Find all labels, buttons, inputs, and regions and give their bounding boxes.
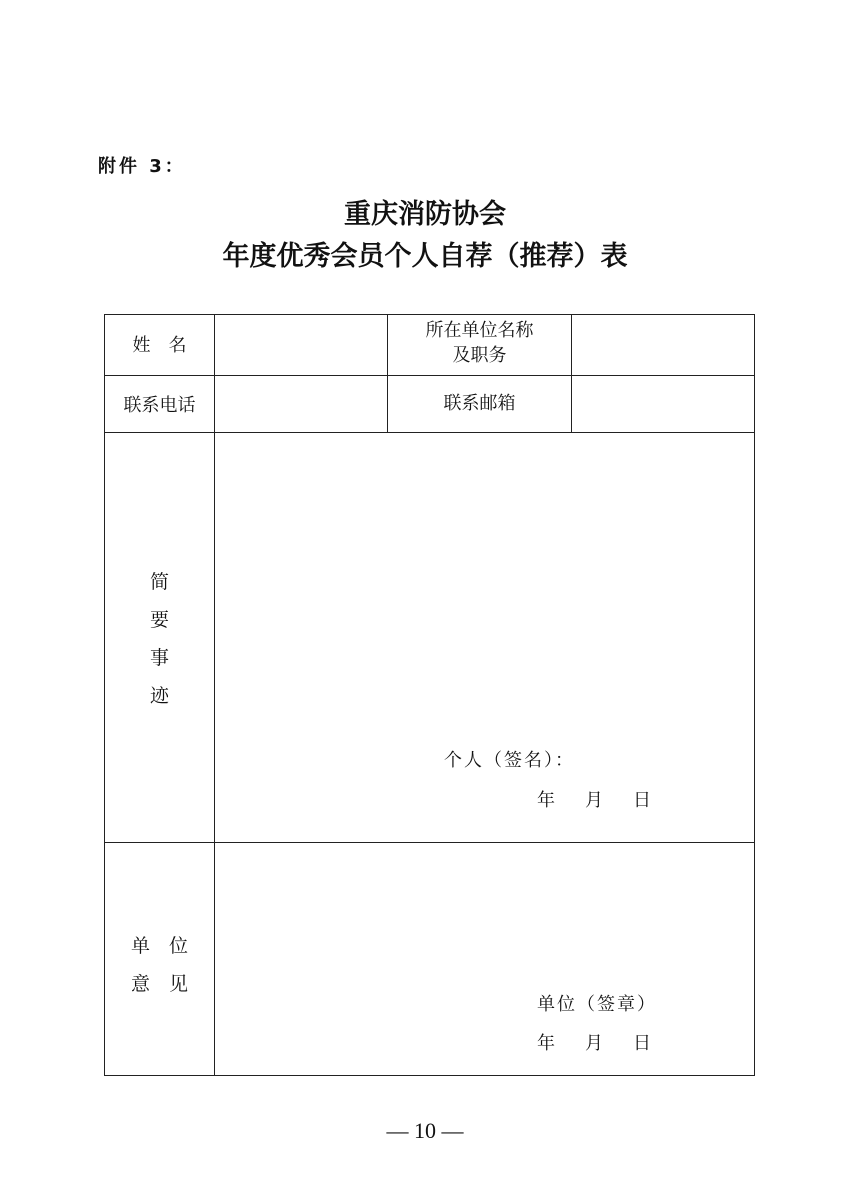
date-day: 日 xyxy=(633,790,653,811)
page-number: — 10 — xyxy=(386,1118,464,1143)
opinion-label-line1: 单 位 xyxy=(130,935,188,957)
personal-signature-label: 个人（签名）： xyxy=(444,750,575,771)
date-month: 月 xyxy=(585,1033,605,1054)
unit-label-line1: 所在单位名称 xyxy=(425,320,534,341)
opinion-label-line2: 意 见 xyxy=(130,973,188,995)
deeds-char: 简 xyxy=(149,571,169,593)
brief-deeds-label xyxy=(105,567,214,719)
unit-position-label xyxy=(388,318,571,368)
deeds-char: 要 xyxy=(149,609,169,631)
opinion-field[interactable] xyxy=(215,843,754,1075)
form-title-line2: 年度优秀会员个人自荐（推荐）表 xyxy=(222,241,628,272)
date-day: 日 xyxy=(633,1033,653,1054)
phone-field[interactable] xyxy=(215,376,387,432)
deeds-char: 迹 xyxy=(149,685,169,707)
unit-label-line2: 及职务 xyxy=(452,345,507,367)
opinion-date xyxy=(537,1029,653,1055)
unit-stamp-label: 单位（签章） xyxy=(537,994,657,1015)
self-recommendation-form xyxy=(104,314,755,1076)
name-label: 姓 名 xyxy=(132,335,187,356)
email-label: 联系邮箱 xyxy=(443,393,516,414)
attachment-label: 附件 3： xyxy=(98,156,186,177)
form-title-line1: 重庆消防协会 xyxy=(344,199,506,230)
date-year: 年 xyxy=(537,1033,557,1054)
date-month: 月 xyxy=(585,790,605,811)
deeds-field[interactable] xyxy=(215,433,754,842)
deeds-date xyxy=(537,786,653,812)
phone-label: 联系电话 xyxy=(123,395,196,416)
unit-opinion-label xyxy=(105,927,214,1003)
date-year: 年 xyxy=(537,790,557,811)
name-field[interactable] xyxy=(215,315,387,375)
deeds-char: 事 xyxy=(149,647,169,669)
email-field[interactable] xyxy=(572,376,754,432)
unit-position-field[interactable] xyxy=(572,315,754,375)
